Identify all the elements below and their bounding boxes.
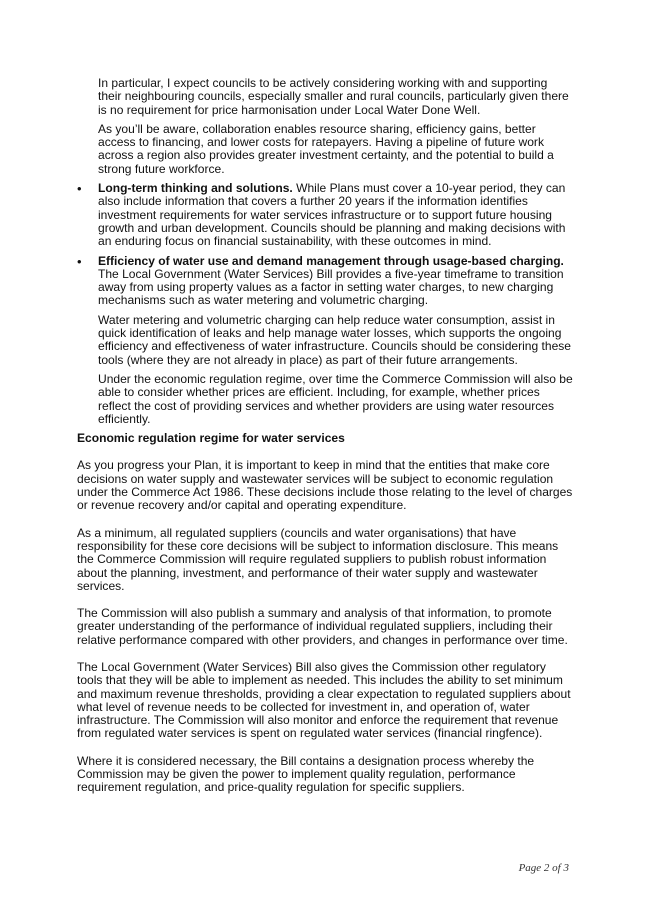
document-body — [77, 77, 573, 809]
bullet-item-long-term — [77, 182, 573, 248]
section-paragraph: As a minimum, all regulated suppliers (councils and water organisations) that have responsibility for these core decisions will be subject to information disclosure. This means the Commerce Commission will require regulated suppliers to publish robust information about the planning, investment, and performance of their water supply and wastewater services. — [77, 525, 559, 593]
intro-paragraph-2: As you’ll be aware, collaboration enables resource sharing, efficiency gains, better access to financing, and lower costs for ratepayers. Having a pipeline of future work across a region also provides greater investment certainty, and the potential to build a strong future workforce. — [98, 121, 554, 176]
section-heading: Economic regulation regime for water services — [77, 431, 345, 446]
bullet-paragraph — [98, 255, 573, 308]
intro-paragraph-1: In particular, I expect councils to be actively considering working with and supporting their neighbouring councils, especially smaller and rural councils, particularly given there is no requirement for price harmonisation under Local Water Done Well. — [98, 76, 569, 117]
bullet-item-efficiency — [77, 255, 573, 427]
bullet-extra-paragraph: Under the economic regulation regime, over time the Commerce Commission will also be able to consider whether prices are efficient. Including, for example, whether prices reflect the cost of providing services and whether providers are using water resources efficiently. — [98, 371, 573, 426]
bullet-text: While Plans must cover a 10-year period, they can also include information that covers a further 20 years if the information identifies investment requirements for water services infrastructure or to support future housing growth and urban development. Councils should be planning and making decisions with an enduring focus on financial sustainability, with these outcomes in mind. — [98, 181, 566, 249]
bullet-lead: Long-term thinking and solutions. — [98, 181, 293, 196]
section-paragraph: As you progress your Plan, it is important to keep in mind that the entities that make core decisions on water supply and wastewater services will be subject to economic regulation under the Commerce Act 1986. These decisions include those relating to the level of charges or revenue recovery and/or capital and operating expenditure. — [77, 458, 573, 513]
bullet-marker: • — [77, 181, 82, 197]
bullet-marker: • — [77, 253, 82, 269]
bullet-paragraph — [98, 182, 573, 248]
intro-block — [77, 77, 573, 176]
section-paragraph: Where it is considered necessary, the Bill contains a designation process whereby the Commission may be given the power to implement quality regulation, performance requirement regulation, and price-quality regulation for specific suppliers. — [77, 753, 535, 795]
bullet-extra-paragraph: Water metering and volumetric charging can help reduce water consumption, assist in quick identification of leaks and help manage water losses, which supports the ongoing efficiency and effectiveness of water infrastructure. Councils should be considering these tools (where they are not already in place) as part of their future arrangements. — [98, 312, 571, 367]
section-paragraph: The Local Government (Water Services) Bill also gives the Commission other regulatory tools that they will be able to implement as needed. This includes the ability to set minimum and maximum revenue thresholds, providing a clear expectation to regulated suppliers about what level of revenue needs to be collected for investment in, and operation of, water infrastructure. The Commission will also monitor and enforce the requirement that revenue from regulated water services is spent on regulated water services (financial ringfence). — [77, 659, 571, 741]
section-paragraph: The Commission will also publish a summary and analysis of that information, to promote greater understanding of the performance of individual regulated suppliers, including their relative performance compared with other providers, and changes in performance over time. — [77, 606, 568, 647]
page-number: Page 2 of 3 — [518, 862, 569, 874]
bullet-text: The Local Government (Water Services) Bill provides a five-year timeframe to transition away from using property values as a factor in setting water charges, to new charging mechanisms such as water metering and volumetric charging. — [98, 266, 564, 308]
bullet-lead: Efficiency of water use and demand management through usage-based charging. — [98, 253, 564, 268]
